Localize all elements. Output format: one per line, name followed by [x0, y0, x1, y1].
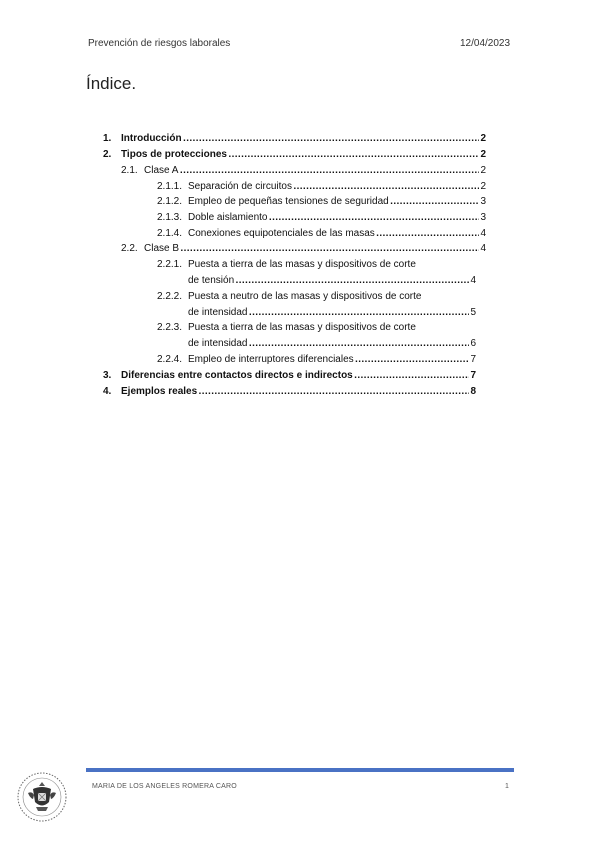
- toc-leader-dots: [376, 228, 480, 240]
- toc-entry-page: 3: [480, 196, 486, 207]
- toc-leader-dots: [228, 149, 479, 161]
- toc-entry-text: Doble aislamiento: [188, 212, 268, 223]
- toc-entry-text: Diferencias entre contactos directos e indirectos: [121, 370, 353, 381]
- toc-entry-text-continued: de tensión: [188, 275, 235, 286]
- footer-author: MARIA DE LOS ANGELES ROMERA CARO: [92, 783, 237, 790]
- toc-entry-number: 4.: [103, 386, 112, 397]
- toc-entry-number: 3.: [103, 370, 112, 381]
- toc-entry-2-1-1[interactable]: [157, 181, 486, 193]
- toc-entry-number: 2.2.: [121, 243, 138, 254]
- toc-entry-2-2[interactable]: [121, 243, 486, 255]
- toc-entry-1[interactable]: [103, 133, 486, 145]
- footer-accent-bar: [86, 768, 514, 772]
- toc-entry-2-1-3[interactable]: [157, 212, 486, 224]
- toc-entry-text: Introducción: [121, 133, 182, 144]
- toc-entry-2-1[interactable]: [121, 165, 486, 177]
- toc-entry-2[interactable]: [103, 149, 486, 161]
- toc-entry-number: 1.: [103, 133, 112, 144]
- toc-entry-page: 7: [470, 354, 476, 365]
- toc-entry-number: 2.1.4.: [157, 228, 183, 239]
- toc-entry-2-2-1[interactable]: [157, 259, 476, 287]
- toc-entry-2-1-4[interactable]: [157, 228, 486, 240]
- toc-leader-dots: [355, 354, 470, 366]
- toc-entry-number: 2.2.2.: [157, 291, 183, 302]
- toc-entry-page: 2: [480, 181, 486, 192]
- toc-entry-page: 8: [470, 386, 476, 397]
- toc-entry-text: Empleo de pequeñas tensiones de seguridad: [188, 196, 389, 207]
- toc-entry-number: 2.1.2.: [157, 196, 183, 207]
- toc-entry-page: 6: [470, 338, 476, 349]
- toc-entry-3[interactable]: [103, 370, 476, 382]
- toc-entry-page: 7: [470, 370, 476, 381]
- toc-entry-number: 2.2.4.: [157, 354, 183, 365]
- toc-entry-number: 2.: [103, 149, 112, 160]
- toc-entry-page: 4: [480, 228, 486, 239]
- toc-leader-dots: [354, 370, 470, 382]
- toc-entry-page: 3: [480, 212, 486, 223]
- toc-entry-text-continued: de intensidad: [188, 307, 248, 318]
- toc-entry-2-2-2[interactable]: [157, 291, 476, 319]
- toc-entry-4[interactable]: [103, 386, 476, 398]
- toc-entry-number: 2.1.1.: [157, 181, 183, 192]
- toc-entry-text: Separación de circuitos: [188, 181, 292, 192]
- header-doc-title: Prevención de riesgos laborales: [88, 38, 231, 49]
- toc-leader-dots: [249, 307, 470, 319]
- toc-leader-dots: [390, 196, 480, 208]
- toc-leader-dots: [293, 181, 479, 193]
- toc-entry-text-continued: de intensidad: [188, 338, 248, 349]
- toc-leader-dots: [269, 212, 480, 224]
- toc-entry-text: Ejemplos reales: [121, 386, 198, 397]
- toc-leader-dots: [249, 338, 470, 350]
- toc-entry-text: Tipos de protecciones: [121, 149, 227, 160]
- toc-entry-page: 2: [480, 149, 486, 160]
- toc-entry-2-2-3[interactable]: [157, 322, 476, 350]
- university-crest-icon: [16, 771, 68, 823]
- toc-entry-text: Conexiones equipotenciales de las masas: [188, 228, 375, 239]
- toc-entry-text: Empleo de interruptores diferenciales: [188, 354, 354, 365]
- toc-leader-dots: [183, 133, 480, 145]
- toc-leader-dots: [235, 275, 469, 287]
- toc-entry-number: 2.2.1.: [157, 259, 183, 270]
- toc-entry-text: Clase A: [144, 165, 179, 176]
- toc-entry-page: 4: [470, 275, 476, 286]
- toc-entry-text: Puesta a tierra de las masas y dispositivos de corte: [188, 322, 416, 333]
- header-date: 12/04/2023: [460, 38, 511, 49]
- page-title: Índice.: [86, 74, 137, 93]
- toc-leader-dots: [198, 386, 469, 398]
- toc-leader-dots: [180, 243, 479, 255]
- toc-entry-page: 4: [480, 243, 486, 254]
- toc-entry-page: 5: [470, 307, 476, 318]
- toc-entry-page: 2: [480, 133, 486, 144]
- toc-entry-2-2-4[interactable]: [157, 354, 476, 366]
- toc-entry-page: 2: [480, 165, 486, 176]
- footer-page-number: 1: [505, 783, 509, 790]
- toc-entry-text: Puesta a tierra de las masas y dispositivos de corte: [188, 259, 416, 270]
- toc-leader-dots: [179, 165, 479, 177]
- toc-entry-text: Puesta a neutro de las masas y dispositivos de corte: [188, 291, 422, 302]
- toc-entry-text: Clase B: [144, 243, 180, 254]
- toc-entry-number: 2.2.3.: [157, 322, 183, 333]
- toc-entry-number: 2.1.: [121, 165, 138, 176]
- toc-entry-2-1-2[interactable]: [157, 196, 486, 208]
- toc-entry-number: 2.1.3.: [157, 212, 183, 223]
